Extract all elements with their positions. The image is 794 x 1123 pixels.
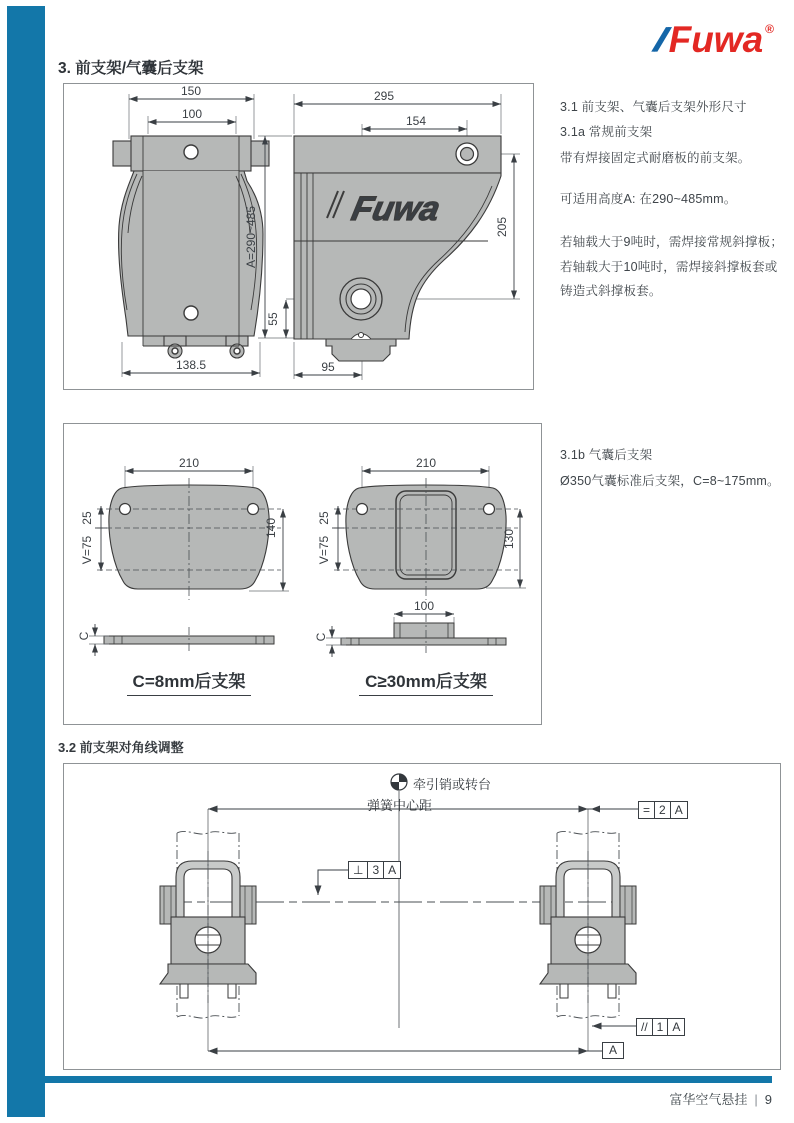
dim-c: C — [314, 632, 328, 642]
footer-separator: | — [754, 1092, 758, 1107]
side-profile-c30 — [314, 599, 506, 657]
logo-slashes-icon: // — [651, 21, 664, 58]
note-line: 若轴载大于10吨时，需焊接斜撑板套或 — [560, 259, 778, 274]
footer — [669, 1089, 772, 1108]
rear-bracket-c8 — [77, 456, 289, 656]
mount-hole — [484, 504, 495, 515]
gdt-frame-parallelism — [636, 1018, 685, 1036]
tolerance-value: 1 — [652, 1019, 668, 1035]
gdt-frame-symmetry — [638, 801, 688, 819]
dim-55: 55 — [266, 312, 280, 326]
perpendicularity-symbol-icon: ⊥ — [353, 863, 364, 877]
caption-c8-bracket — [104, 667, 274, 696]
datum-a-box: A — [602, 1042, 624, 1059]
footer-accent-bar — [45, 1076, 772, 1083]
dim-150: 150 — [180, 84, 202, 98]
section-32-title: 3.2 前支架对角线调整 — [58, 740, 184, 755]
logo-wordmark: Fuwa — [668, 19, 764, 60]
dim-130: 130 — [502, 528, 516, 550]
footer-product-name: 富华空气悬挂 — [669, 1092, 748, 1107]
dim-95: 95 — [321, 360, 335, 374]
gdt-frame-perpendicularity — [348, 861, 401, 879]
note-line: 若轴载大于9吨时，需焊接常规斜撑板； — [560, 235, 784, 249]
tolerance-value: 3 — [367, 862, 383, 878]
note-31b-line1: Ø350气囊标准后支架，C=8~175mm。 — [560, 474, 780, 488]
dim-25: 25 — [317, 511, 331, 525]
note-31-heading: 3.1 前支架、气囊后支架外形尺寸 — [560, 100, 747, 114]
caption-text: C≥30mm后支架 — [359, 667, 493, 696]
dim-c: C — [77, 631, 91, 641]
dim-154: 154 — [405, 114, 427, 128]
front-bracket-drawing — [64, 84, 533, 389]
side-view — [244, 89, 520, 380]
note-line: 铸造式斜撑板套。 — [560, 284, 662, 298]
mount-hole — [357, 504, 368, 515]
dim-25: 25 — [80, 511, 94, 525]
fuwa-logo — [651, 19, 774, 64]
note-31a-heading: 3.1a 常规前支架 — [560, 125, 653, 139]
rear-bracket-c30 — [314, 456, 526, 657]
note-31a-line2: 可适用高度A: 在290~485mm。 — [560, 192, 737, 206]
datum-ref: A — [670, 802, 687, 818]
registered-mark: ® — [765, 22, 774, 36]
figure-front-bracket — [63, 83, 534, 390]
dim-height-range: A=290~485 — [244, 205, 258, 269]
dim-138-5: 138.5 — [175, 358, 207, 372]
side-bracket-body — [294, 136, 501, 361]
dim-100: 100 — [181, 107, 203, 121]
emboss-text: Fuwa — [348, 190, 444, 228]
section-3-title: 3. 前支架/气囊后支架 — [58, 60, 204, 77]
caption-text: C=8mm后支架 — [127, 667, 252, 696]
dim-v75: V=75 — [80, 535, 94, 565]
tolerance-value: 2 — [654, 802, 670, 818]
side-profile-c8 — [77, 624, 274, 656]
parallelism-symbol-icon: // — [641, 1020, 648, 1034]
dim-210: 210 — [415, 456, 437, 470]
dim-140: 140 — [264, 517, 278, 539]
spring-center-label: 弹簧中心距 — [367, 798, 433, 813]
datum-ref: A — [667, 1019, 684, 1035]
perp-leader — [318, 870, 348, 895]
note-31b-heading: 3.1b 气囊后支架 — [560, 448, 653, 462]
figure-diagonal-adjustment — [63, 763, 781, 1070]
dim-210: 210 — [178, 456, 200, 470]
note-31a-line1: 带有焊接固定式耐磨板的前支架。 — [560, 151, 751, 165]
figure-rear-brackets — [63, 423, 542, 725]
mount-hole — [248, 504, 259, 515]
mount-hole — [120, 504, 131, 515]
dim-v75: V=75 — [317, 535, 331, 565]
note-31a-paragraph — [560, 230, 790, 304]
left-accent-bar — [7, 6, 45, 1117]
caption-c30-bracket — [341, 667, 511, 696]
kingpin-label: 牵引销或转台 — [413, 777, 492, 792]
datum-ref: A — [383, 862, 400, 878]
dim-100: 100 — [413, 599, 435, 613]
dim-295: 295 — [373, 89, 395, 103]
symmetry-symbol-icon: = — [643, 803, 651, 817]
dim-205: 205 — [495, 216, 509, 238]
footer-page-number: 9 — [764, 1092, 772, 1107]
